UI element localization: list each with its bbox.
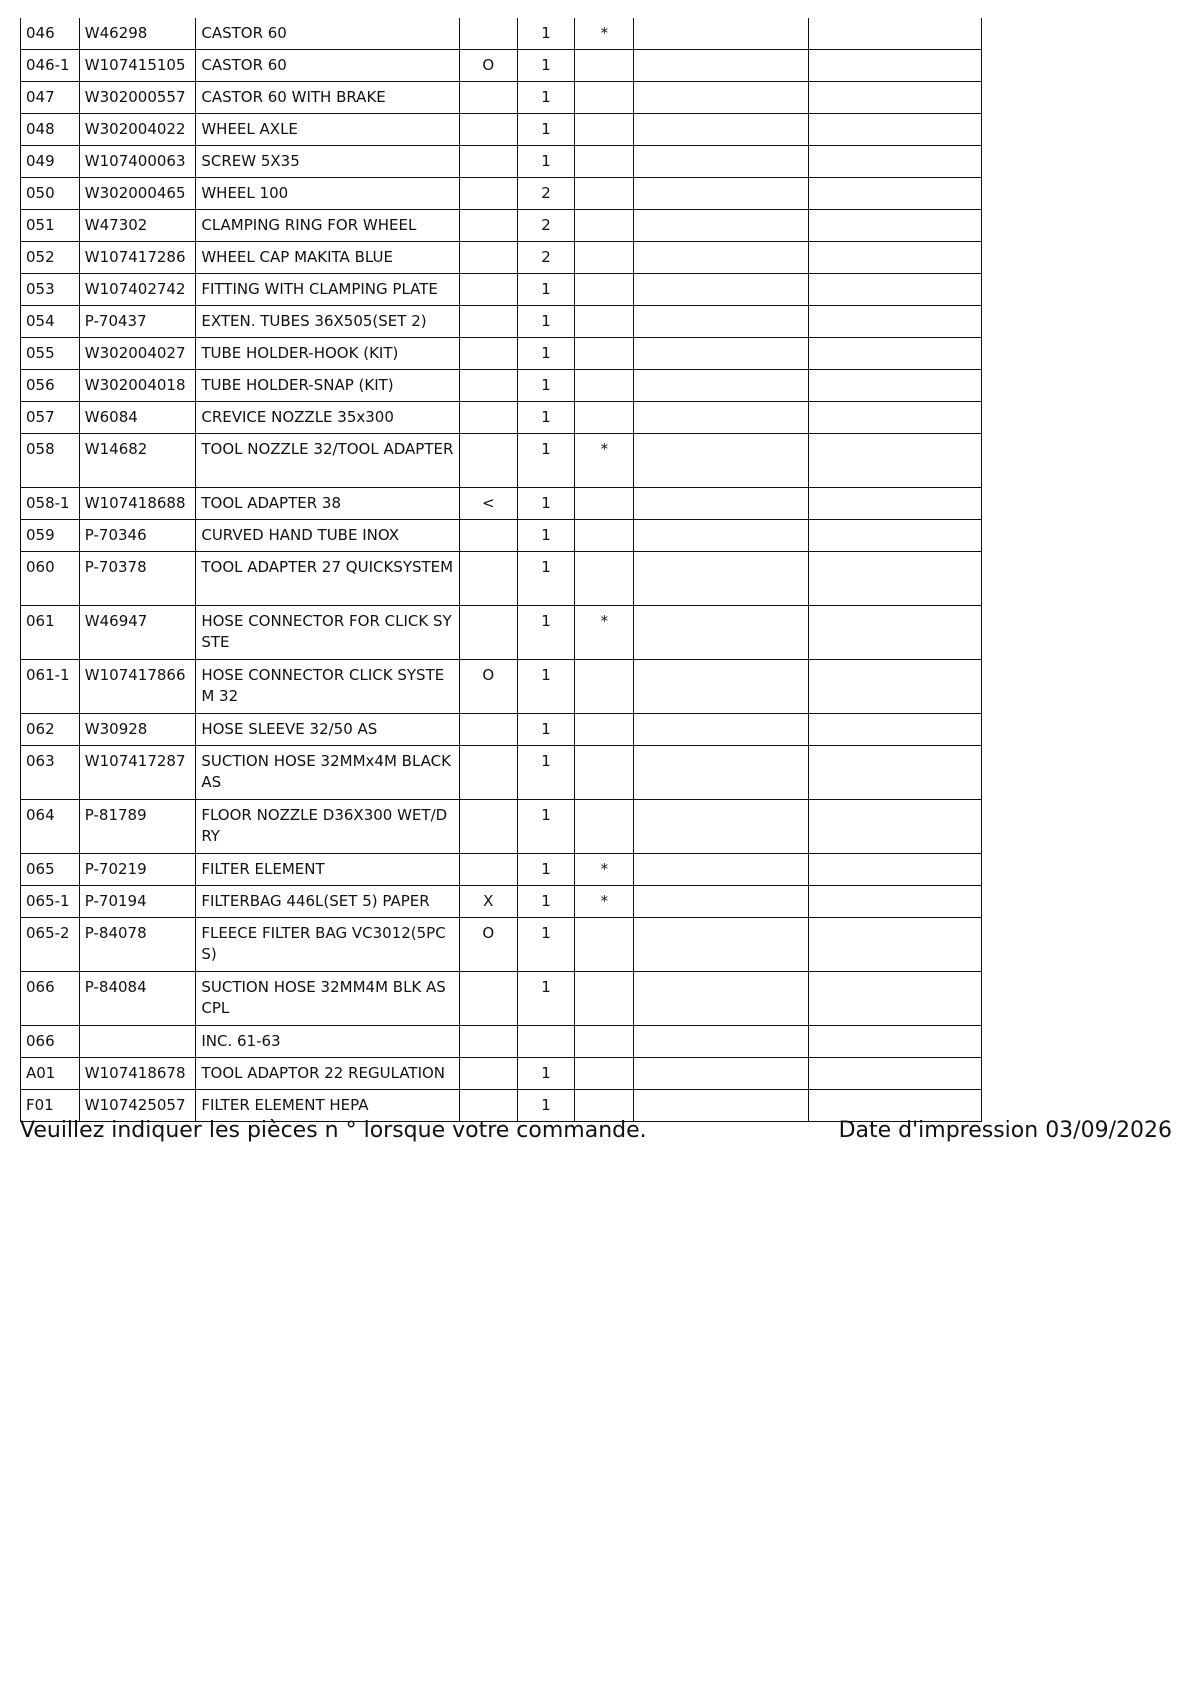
blank-cell-2 [808,50,981,82]
blank-cell-2 [808,370,981,402]
blank-cell-1 [634,242,808,274]
reference-code-cell [79,1026,196,1058]
reference-code-cell: W107417866 [79,660,196,714]
quantity-cell: 2 [517,210,575,242]
table-row [21,178,982,210]
part-number-cell: 061 [21,606,80,660]
blank-cell-1 [634,370,808,402]
blank-cell-2 [808,306,981,338]
note-marker-cell [575,242,634,274]
blank-cell-1 [634,306,808,338]
part-number-cell: 053 [21,274,80,306]
note-marker-cell [575,306,634,338]
blank-cell-1 [634,82,808,114]
blank-cell-2 [808,1026,981,1058]
description-cell: WHEEL CAP MAKITA BLUE [196,242,460,274]
table-row [21,552,982,606]
reference-code-cell: W302000465 [79,178,196,210]
part-number-cell: 058-1 [21,488,80,520]
blank-cell-1 [634,434,808,488]
blank-cell-1 [634,660,808,714]
description-cell: WHEEL 100 [196,178,460,210]
parts-table [20,18,982,1122]
note-marker-cell [575,338,634,370]
reference-code-cell: W6084 [79,402,196,434]
note-marker-cell [575,50,634,82]
part-number-cell: 065-2 [21,918,80,972]
blank-cell-2 [808,488,981,520]
marker-cell [459,370,517,402]
part-number-cell: 065-1 [21,886,80,918]
blank-cell-2 [808,242,981,274]
table-row [21,82,982,114]
description-cell: EXTEN. TUBES 36X505(SET 2) [196,306,460,338]
quantity-cell: 1 [517,50,575,82]
blank-cell-2 [808,918,981,972]
description-cell: FILTER ELEMENT [196,854,460,886]
description-cell: CREVICE NOZZLE 35x300 [196,402,460,434]
marker-cell: < [459,488,517,520]
reference-code-cell: P-70194 [79,886,196,918]
description-cell: CURVED HAND TUBE INOX [196,520,460,552]
quantity-cell: 1 [517,434,575,488]
note-marker-cell [575,1090,634,1122]
note-marker-cell [575,488,634,520]
marker-cell [459,338,517,370]
part-number-cell: 054 [21,306,80,338]
marker-cell [459,178,517,210]
part-number-cell: 047 [21,82,80,114]
table-row [21,18,982,50]
order-instruction-note: Veuillez indiquer les pièces n ° lorsque votre commande. [20,1118,647,1143]
part-number-cell: 059 [21,520,80,552]
blank-cell-2 [808,854,981,886]
table-row [21,50,982,82]
quantity-cell: 1 [517,746,575,800]
blank-cell-2 [808,210,981,242]
part-number-cell: 065 [21,854,80,886]
part-number-cell: 060 [21,552,80,606]
blank-cell-2 [808,520,981,552]
reference-code-cell: P-70437 [79,306,196,338]
part-number-cell: 064 [21,800,80,854]
table-row [21,660,982,714]
quantity-cell: 1 [517,114,575,146]
reference-code-cell: W302004018 [79,370,196,402]
marker-cell [459,1026,517,1058]
part-number-cell: 048 [21,114,80,146]
quantity-cell: 1 [517,146,575,178]
quantity-cell: 1 [517,972,575,1026]
reference-code-cell: W47302 [79,210,196,242]
part-number-cell: 066 [21,972,80,1026]
blank-cell-1 [634,746,808,800]
part-number-cell: A01 [21,1058,80,1090]
quantity-cell: 1 [517,1058,575,1090]
reference-code-cell: W302004027 [79,338,196,370]
marker-cell [459,146,517,178]
marker-cell [459,210,517,242]
description-cell: HOSE CONNECTOR FOR CLICK SYSTE [196,606,460,660]
blank-cell-2 [808,402,981,434]
marker-cell [459,82,517,114]
reference-code-cell: W107417287 [79,746,196,800]
blank-cell-1 [634,338,808,370]
blank-cell-1 [634,274,808,306]
description-cell: SUCTION HOSE 32MMx4M BLACK AS [196,746,460,800]
quantity-cell: 1 [517,338,575,370]
quantity-cell: 2 [517,242,575,274]
part-number-cell: 050 [21,178,80,210]
marker-cell [459,114,517,146]
blank-cell-2 [808,146,981,178]
note-marker-cell [575,402,634,434]
part-number-cell: 052 [21,242,80,274]
table-row [21,854,982,886]
part-number-cell: F01 [21,1090,80,1122]
note-marker-cell [575,972,634,1026]
blank-cell-1 [634,886,808,918]
reference-code-cell: P-70378 [79,552,196,606]
marker-cell [459,606,517,660]
blank-cell-2 [808,274,981,306]
table-row [21,434,982,488]
note-marker-cell [575,274,634,306]
note-marker-cell [575,714,634,746]
description-cell: CLAMPING RING FOR WHEEL [196,210,460,242]
blank-cell-1 [634,1058,808,1090]
table-row [21,520,982,552]
blank-cell-2 [808,552,981,606]
blank-cell-2 [808,338,981,370]
marker-cell [459,18,517,50]
blank-cell-1 [634,146,808,178]
marker-cell [459,746,517,800]
quantity-cell: 1 [517,520,575,552]
description-cell: TOOL ADAPTER 27 QUICKSYSTEM [196,552,460,606]
blank-cell-1 [634,520,808,552]
marker-cell: O [459,918,517,972]
note-marker-cell: * [575,606,634,660]
note-marker-cell [575,746,634,800]
part-number-cell: 055 [21,338,80,370]
reference-code-cell: W46298 [79,18,196,50]
description-cell: TOOL ADAPTOR 22 REGULATION [196,1058,460,1090]
table-row [21,1026,982,1058]
reference-code-cell: W107417286 [79,242,196,274]
part-number-cell: 046-1 [21,50,80,82]
marker-cell: O [459,50,517,82]
marker-cell [459,306,517,338]
table-row [21,274,982,306]
reference-code-cell: W14682 [79,434,196,488]
reference-code-cell: W107400063 [79,146,196,178]
part-number-cell: 057 [21,402,80,434]
blank-cell-1 [634,854,808,886]
blank-cell-1 [634,1090,808,1122]
blank-cell-1 [634,800,808,854]
marker-cell [459,972,517,1026]
note-marker-cell [575,918,634,972]
part-number-cell: 058 [21,434,80,488]
blank-cell-2 [808,82,981,114]
description-cell: TOOL ADAPTER 38 [196,488,460,520]
description-cell: TUBE HOLDER-HOOK (KIT) [196,338,460,370]
table-row [21,306,982,338]
blank-cell-2 [808,434,981,488]
blank-cell-1 [634,488,808,520]
blank-cell-1 [634,552,808,606]
note-marker-cell [575,114,634,146]
description-cell: WHEEL AXLE [196,114,460,146]
note-marker-cell [575,1026,634,1058]
blank-cell-2 [808,886,981,918]
note-marker-cell [575,520,634,552]
quantity-cell: 1 [517,660,575,714]
blank-cell-2 [808,178,981,210]
blank-cell-1 [634,1026,808,1058]
marker-cell [459,434,517,488]
blank-cell-1 [634,114,808,146]
note-marker-cell [575,210,634,242]
marker-cell: O [459,660,517,714]
description-cell: FLEECE FILTER BAG VC3012(5PCS) [196,918,460,972]
table-row [21,114,982,146]
table-row [21,242,982,274]
description-cell: FILTER ELEMENT HEPA [196,1090,460,1122]
blank-cell-2 [808,972,981,1026]
marker-cell [459,242,517,274]
description-cell: SUCTION HOSE 32MM4M BLK AS CPL [196,972,460,1026]
note-marker-cell [575,146,634,178]
quantity-cell: 1 [517,1090,575,1122]
description-cell: CASTOR 60 WITH BRAKE [196,82,460,114]
marker-cell: X [459,886,517,918]
quantity-cell: 1 [517,488,575,520]
reference-code-cell: P-84084 [79,972,196,1026]
table-row [21,918,982,972]
quantity-cell: 1 [517,918,575,972]
reference-code-cell: W107402742 [79,274,196,306]
quantity-cell: 1 [517,606,575,660]
table-row [21,210,982,242]
table-row [21,746,982,800]
blank-cell-2 [808,660,981,714]
description-cell: FILTERBAG 446L(SET 5) PAPER [196,886,460,918]
note-marker-cell [575,82,634,114]
reference-code-cell: P-70219 [79,854,196,886]
quantity-cell [517,1026,575,1058]
part-number-cell: 062 [21,714,80,746]
note-marker-cell [575,370,634,402]
quantity-cell: 2 [517,178,575,210]
table-row [21,370,982,402]
reference-code-cell: W107418688 [79,488,196,520]
blank-cell-2 [808,714,981,746]
quantity-cell: 1 [517,306,575,338]
blank-cell-2 [808,1090,981,1122]
table-row [21,1058,982,1090]
blank-cell-1 [634,972,808,1026]
table-row [21,488,982,520]
note-marker-cell [575,660,634,714]
reference-code-cell: P-81789 [79,800,196,854]
reference-code-cell: W30928 [79,714,196,746]
table-row [21,800,982,854]
quantity-cell: 1 [517,886,575,918]
print-date: Date d'impression 03/09/2026 [838,1118,1172,1143]
note-marker-cell [575,800,634,854]
table-row [21,886,982,918]
marker-cell [459,1090,517,1122]
description-cell: TOOL NOZZLE 32/TOOL ADAPTER [196,434,460,488]
table-row [21,606,982,660]
part-number-cell: 066 [21,1026,80,1058]
table-row [21,146,982,178]
blank-cell-2 [808,114,981,146]
reference-code-cell: W107415105 [79,50,196,82]
blank-cell-1 [634,178,808,210]
blank-cell-1 [634,210,808,242]
blank-cell-1 [634,606,808,660]
marker-cell [459,714,517,746]
description-cell: FLOOR NOZZLE D36X300 WET/DRY [196,800,460,854]
marker-cell [459,1058,517,1090]
quantity-cell: 1 [517,552,575,606]
reference-code-cell: P-70346 [79,520,196,552]
reference-code-cell: P-84078 [79,918,196,972]
marker-cell [459,552,517,606]
marker-cell [459,520,517,552]
note-marker-cell [575,178,634,210]
blank-cell-1 [634,50,808,82]
blank-cell-1 [634,714,808,746]
part-number-cell: 056 [21,370,80,402]
part-number-cell: 061-1 [21,660,80,714]
parts-table-body [21,18,982,1122]
quantity-cell: 1 [517,18,575,50]
note-marker-cell [575,552,634,606]
marker-cell [459,854,517,886]
description-cell: CASTOR 60 [196,50,460,82]
blank-cell-1 [634,918,808,972]
reference-code-cell: W46947 [79,606,196,660]
table-row [21,972,982,1026]
description-cell: CASTOR 60 [196,18,460,50]
blank-cell-1 [634,18,808,50]
table-row [21,338,982,370]
quantity-cell: 1 [517,370,575,402]
reference-code-cell: W302000557 [79,82,196,114]
quantity-cell: 1 [517,402,575,434]
quantity-cell: 1 [517,854,575,886]
note-marker-cell: * [575,886,634,918]
description-cell: HOSE SLEEVE 32/50 AS [196,714,460,746]
blank-cell-2 [808,746,981,800]
blank-cell-2 [808,800,981,854]
quantity-cell: 1 [517,82,575,114]
marker-cell [459,274,517,306]
table-row [21,402,982,434]
description-cell: TUBE HOLDER-SNAP (KIT) [196,370,460,402]
description-cell: SCREW 5X35 [196,146,460,178]
blank-cell-1 [634,402,808,434]
blank-cell-2 [808,18,981,50]
quantity-cell: 1 [517,274,575,306]
blank-cell-2 [808,1058,981,1090]
reference-code-cell: W302004022 [79,114,196,146]
description-cell: INC. 61-63 [196,1026,460,1058]
part-number-cell: 051 [21,210,80,242]
marker-cell [459,402,517,434]
part-number-cell: 046 [21,18,80,50]
description-cell: FITTING WITH CLAMPING PLATE [196,274,460,306]
marker-cell [459,800,517,854]
note-marker-cell: * [575,434,634,488]
description-cell: HOSE CONNECTOR CLICK SYSTEM 32 [196,660,460,714]
quantity-cell: 1 [517,714,575,746]
table-row [21,714,982,746]
note-marker-cell: * [575,854,634,886]
table-row [21,1090,982,1122]
note-marker-cell [575,1058,634,1090]
reference-code-cell: W107425057 [79,1090,196,1122]
note-marker-cell: * [575,18,634,50]
part-number-cell: 049 [21,146,80,178]
blank-cell-2 [808,606,981,660]
reference-code-cell: W107418678 [79,1058,196,1090]
quantity-cell: 1 [517,800,575,854]
part-number-cell: 063 [21,746,80,800]
